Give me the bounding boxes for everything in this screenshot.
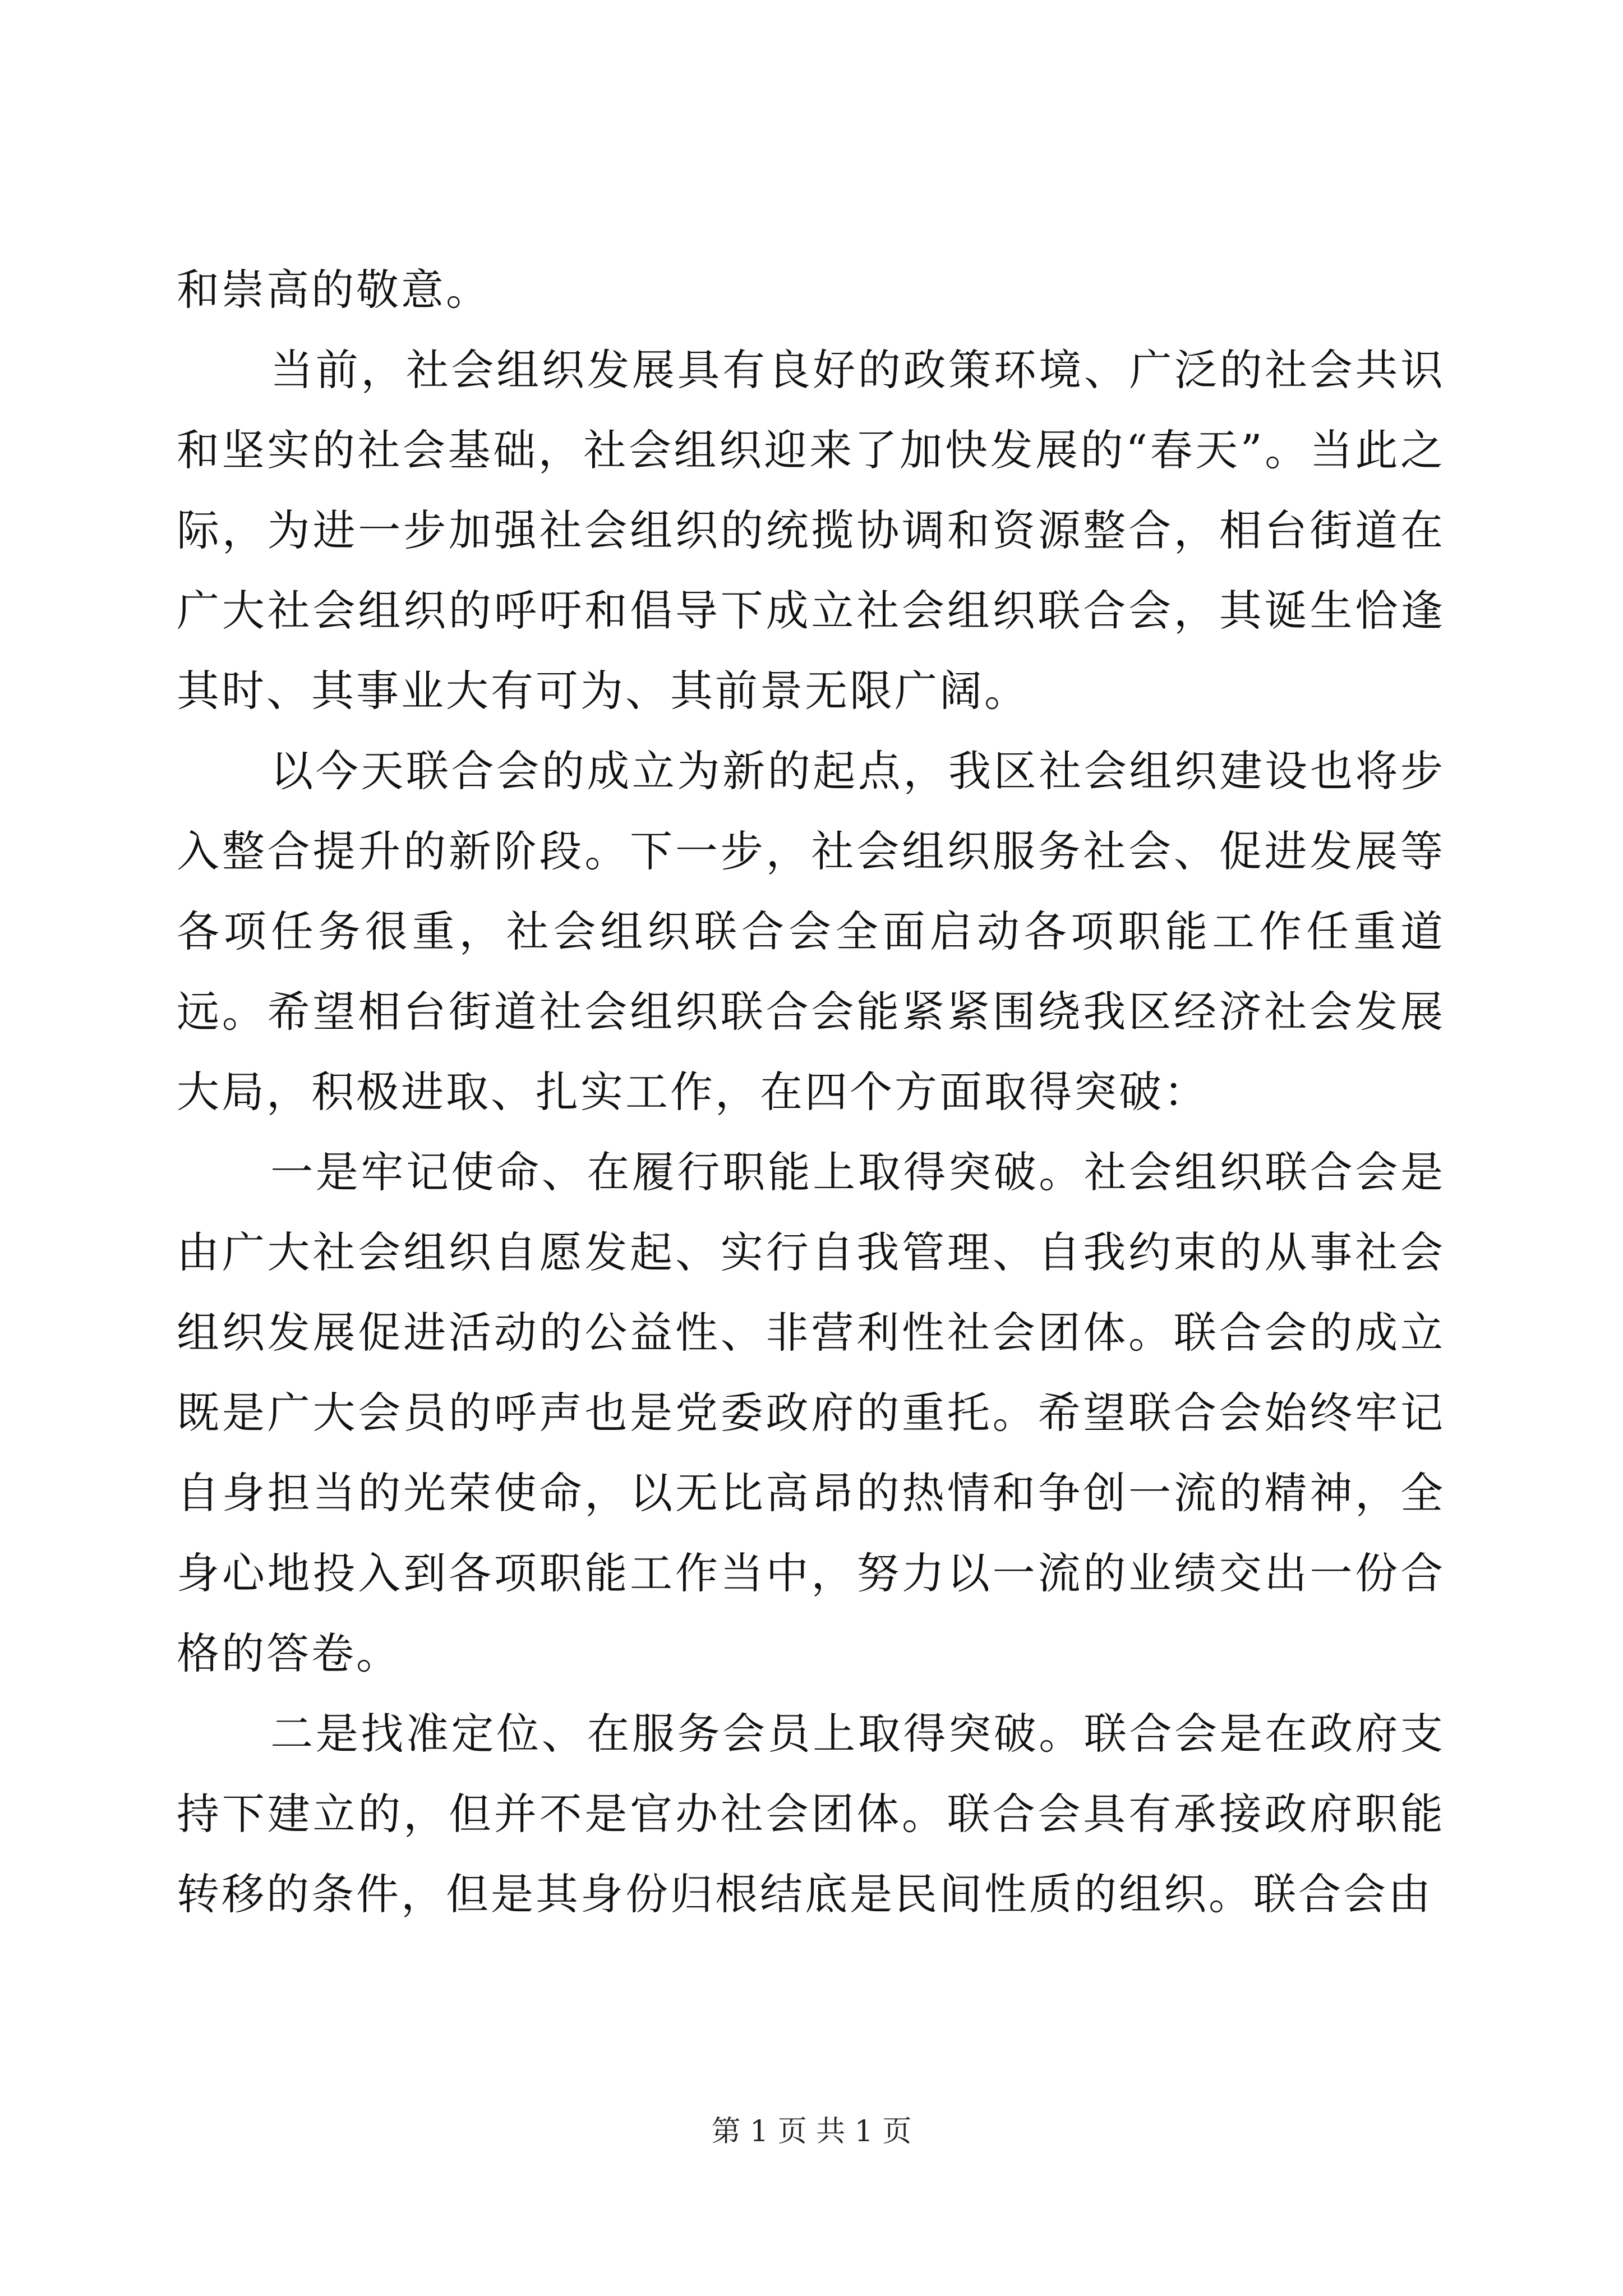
document-body <box>177 250 1445 1934</box>
paragraph-breakthrough-two: 二是找准定位、在服务会员上取得突破。联合会是在政府支持下建立的，但并不是官办社会团体。联合会具有承接政府职能转移的条件，但是其身份归根结底是民间性质的组织。联合会由 <box>177 1709 1445 1919</box>
paragraph-continuation: 和崇高的敬意。 <box>177 265 491 315</box>
paragraph-current-situation: 当前，社会组织发展具有良好的政策环境、广泛的社会共识和坚实的社会基础，社会组织迎来了加快发展的“春天”。当此之际，为进一步加强社会组织的统揽协调和资源整合，相台街道在广大社会组织的呼吁和倡导下成立社会组织联合会，其诞生恰逢其时、其事业大有可为、其前景无限广阔。 <box>177 345 1445 716</box>
paragraph-breakthrough-one: 一是牢记使命、在履行职能上取得突破。社会组织联合会是由广大社会组织自愿发起、实行自我管理、自我约束的从事社会组织发展促进活动的公益性、非营利性社会团体。联合会的成立既是广大会员的呼声也是党委政府的重托。希望联合会始终牢记自身担当的光荣使命，以无比高昂的热情和争创一流的精神，全身心地投入到各项职能工作当中，努力以一流的业绩交出一份合格的答卷。 <box>177 1147 1445 1678</box>
paragraph-new-starting-point: 以今天联合会的成立为新的起点，我区社会组织建设也将步入整合提升的新阶段。下一步，社会组织服务社会、促进发展等各项任务很重，社会组织联合会全面启动各项职能工作任重道远。希望相台街道社会组织联合会能紧紧围绕我区经济社会发展大局，积极进取、扎实工作，在四个方面取得突破： <box>177 746 1445 1117</box>
page-footer: 第 1 页 共 1 页 <box>711 2115 912 2148</box>
